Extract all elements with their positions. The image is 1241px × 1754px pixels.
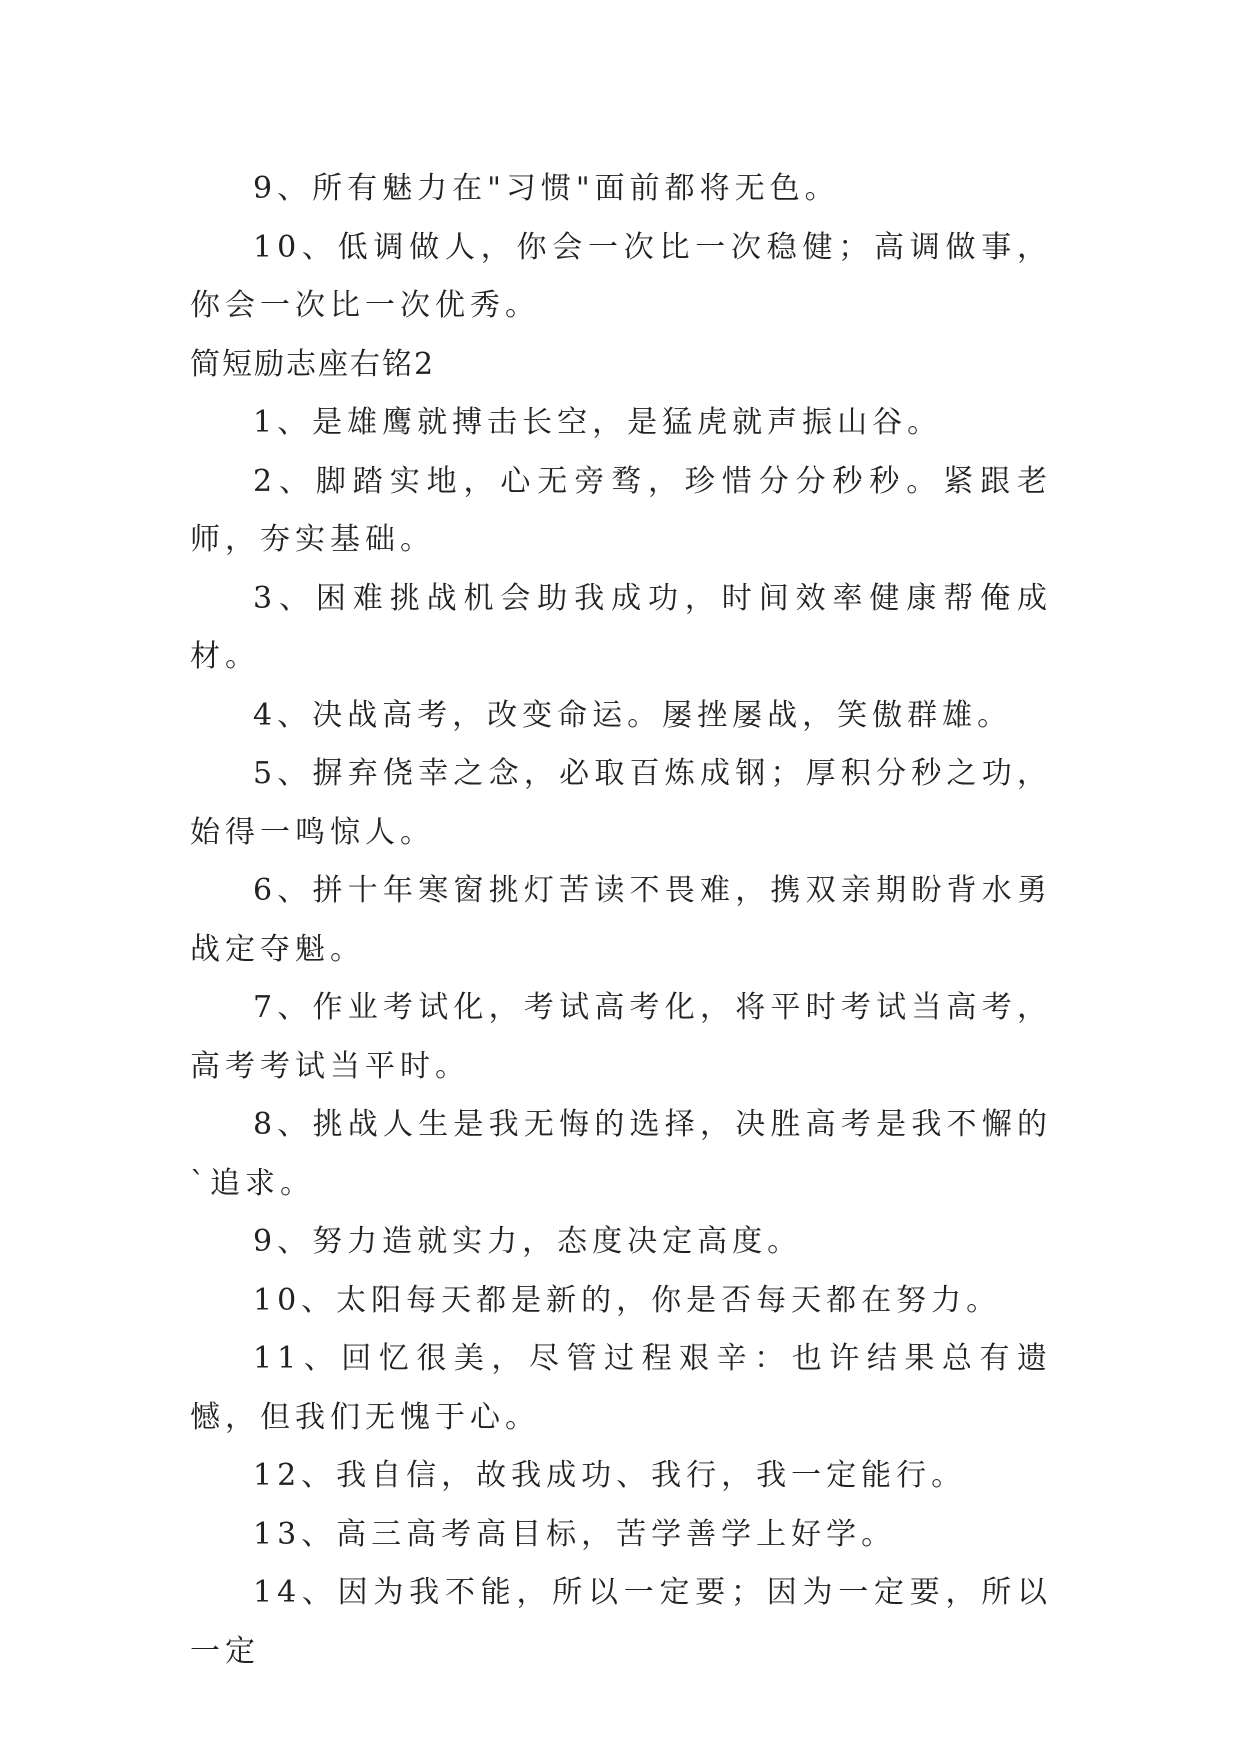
paragraph: 10、低调做人，你会一次比一次稳健；高调做事，你会一次比一次优秀。 bbox=[190, 229, 1052, 323]
paragraph: 5、摒弃侥幸之念，必取百炼成钢；厚积分秒之功，始得一鸣惊人。 bbox=[190, 756, 1052, 850]
paragraph: 13、高三高考高目标，苦学善学上好学。 bbox=[253, 1516, 897, 1552]
paragraph: 8、挑战人生是我无悔的选择，决胜高考是我不懈的`追求。 bbox=[190, 1107, 1052, 1201]
paragraph: 2、脚踏实地，心无旁骛，珍惜分分秒秒。紧跟老师，夯实基础。 bbox=[190, 463, 1052, 557]
section-heading: 简短励志座右铭2 bbox=[190, 346, 436, 382]
paragraph: 11、回忆很美，尽管过程艰辛：也许结果总有遗憾，但我们无愧于心。 bbox=[190, 1341, 1052, 1435]
paragraph: 4、决战高考，改变命运。屡挫屡战，笑傲群雄。 bbox=[253, 697, 1013, 733]
paragraph: 7、作业考试化，考试高考化，将平时考试当高考，高考考试当平时。 bbox=[190, 990, 1052, 1084]
paragraph: 9、努力造就实力，态度决定高度。 bbox=[253, 1224, 803, 1259]
paragraph: 1、是雄鹰就搏击长空，是猛虎就声振山谷。 bbox=[253, 405, 943, 440]
paragraph: 3、困难挑战机会助我成功，时间效率健康帮俺成材。 bbox=[190, 580, 1052, 674]
document-body bbox=[190, 160, 1052, 1681]
paragraph: 6、拼十年寒窗挑灯苦读不畏难，携双亲期盼背水勇战定夺魁。 bbox=[190, 873, 1052, 967]
paragraph: 14、因为我不能，所以一定要；因为一定要，所以一定 bbox=[190, 1575, 1052, 1669]
paragraph: 10、太阳每天都是新的，你是否每天都在努力。 bbox=[253, 1282, 1002, 1318]
paragraph: 12、我自信，故我成功、我行，我一定能行。 bbox=[253, 1458, 967, 1493]
paragraph: 9、所有魅力在"习惯"面前都将无色。 bbox=[253, 171, 840, 206]
